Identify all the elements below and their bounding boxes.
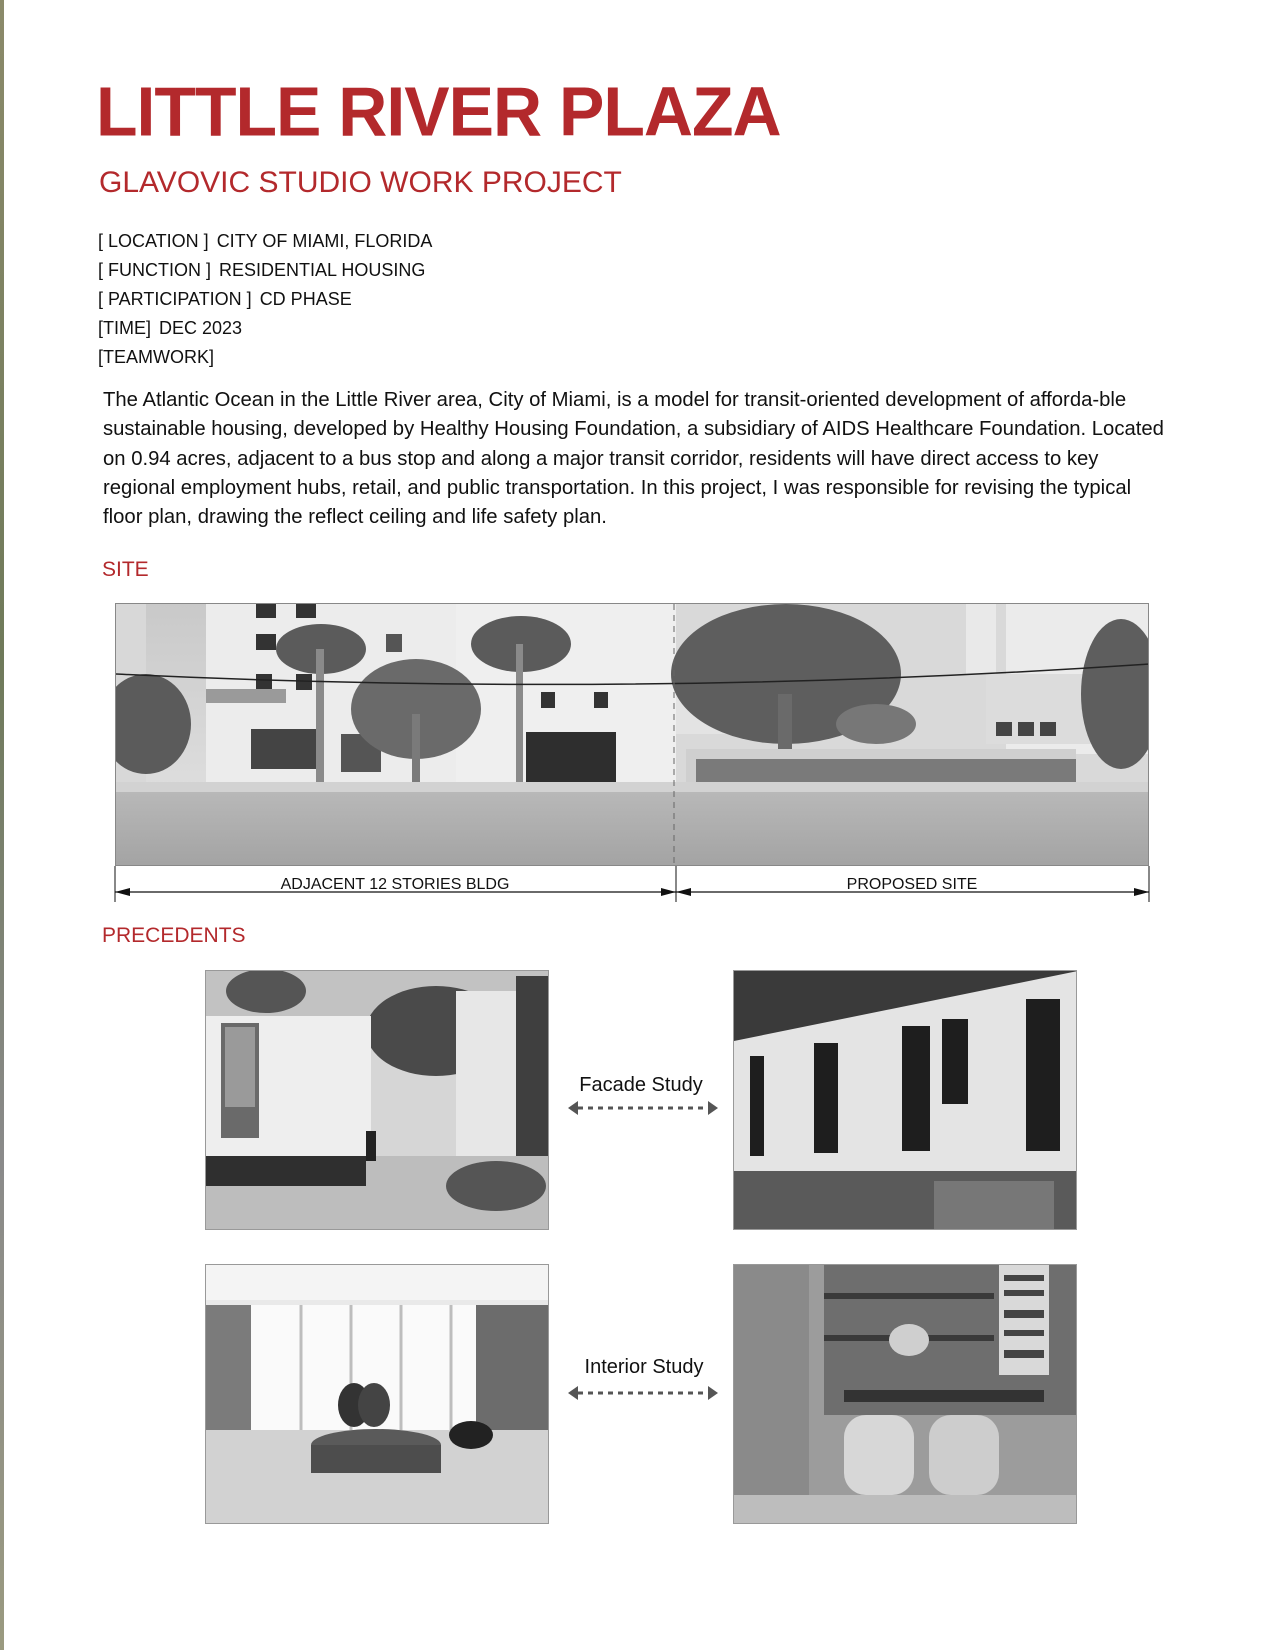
info-function: [ FUNCTION ] RESIDENTIAL HOUSING xyxy=(98,260,426,280)
info-participation: [ PARTICIPATION ] CD PHASE xyxy=(98,289,352,309)
precedents-heading: PRECEDENTS xyxy=(102,924,246,947)
project-info-list xyxy=(98,227,432,372)
site-left-label: ADJACENT 12 STORIES BLDG xyxy=(280,876,510,893)
site-heading: SITE xyxy=(102,558,149,581)
precedent-photo-facade xyxy=(733,970,1077,1230)
info-time: [TIME] DEC 2023 xyxy=(98,318,243,338)
page-edge-strip xyxy=(0,0,4,1650)
page-title: LITTLE RIVER PLAZA xyxy=(96,73,781,151)
facade-study-arrow xyxy=(566,1099,720,1117)
precedent-photo-courtyard xyxy=(205,970,549,1230)
interior-study-label: Interior Study xyxy=(584,1356,704,1378)
project-description: The Atlantic Ocean in the Little River area, City of Miami, is a model for transit-oriented development of afforda-ble sustainable housing, developed by Healthy Housing Foundation, a subsidiary of AIDS Healthcare Foundation. Located on 0.94 acres, adjacent to a bus stop and along a major transit corridor, residents will have direct access to key regional employment hubs, retail, and public transportation. In this project, I was responsible for revising the typical floor plan, drawing the reflect ceiling and life safety plan. xyxy=(103,389,1164,529)
site-right-label: PROPOSED SITE xyxy=(846,876,978,893)
precedent-photo-lobby xyxy=(205,1264,549,1524)
info-teamwork: [TEAMWORK] xyxy=(98,347,214,367)
precedent-photo-dining xyxy=(733,1264,1077,1524)
info-location: [ LOCATION ] CITY OF MIAMI, FLORIDA xyxy=(98,231,433,251)
interior-study-arrow xyxy=(566,1384,720,1402)
page-subtitle: GLAVOVIC STUDIO WORK PROJECT xyxy=(99,166,622,199)
facade-study-label: Facade Study xyxy=(579,1074,703,1096)
site-panorama-photo xyxy=(115,603,1149,866)
